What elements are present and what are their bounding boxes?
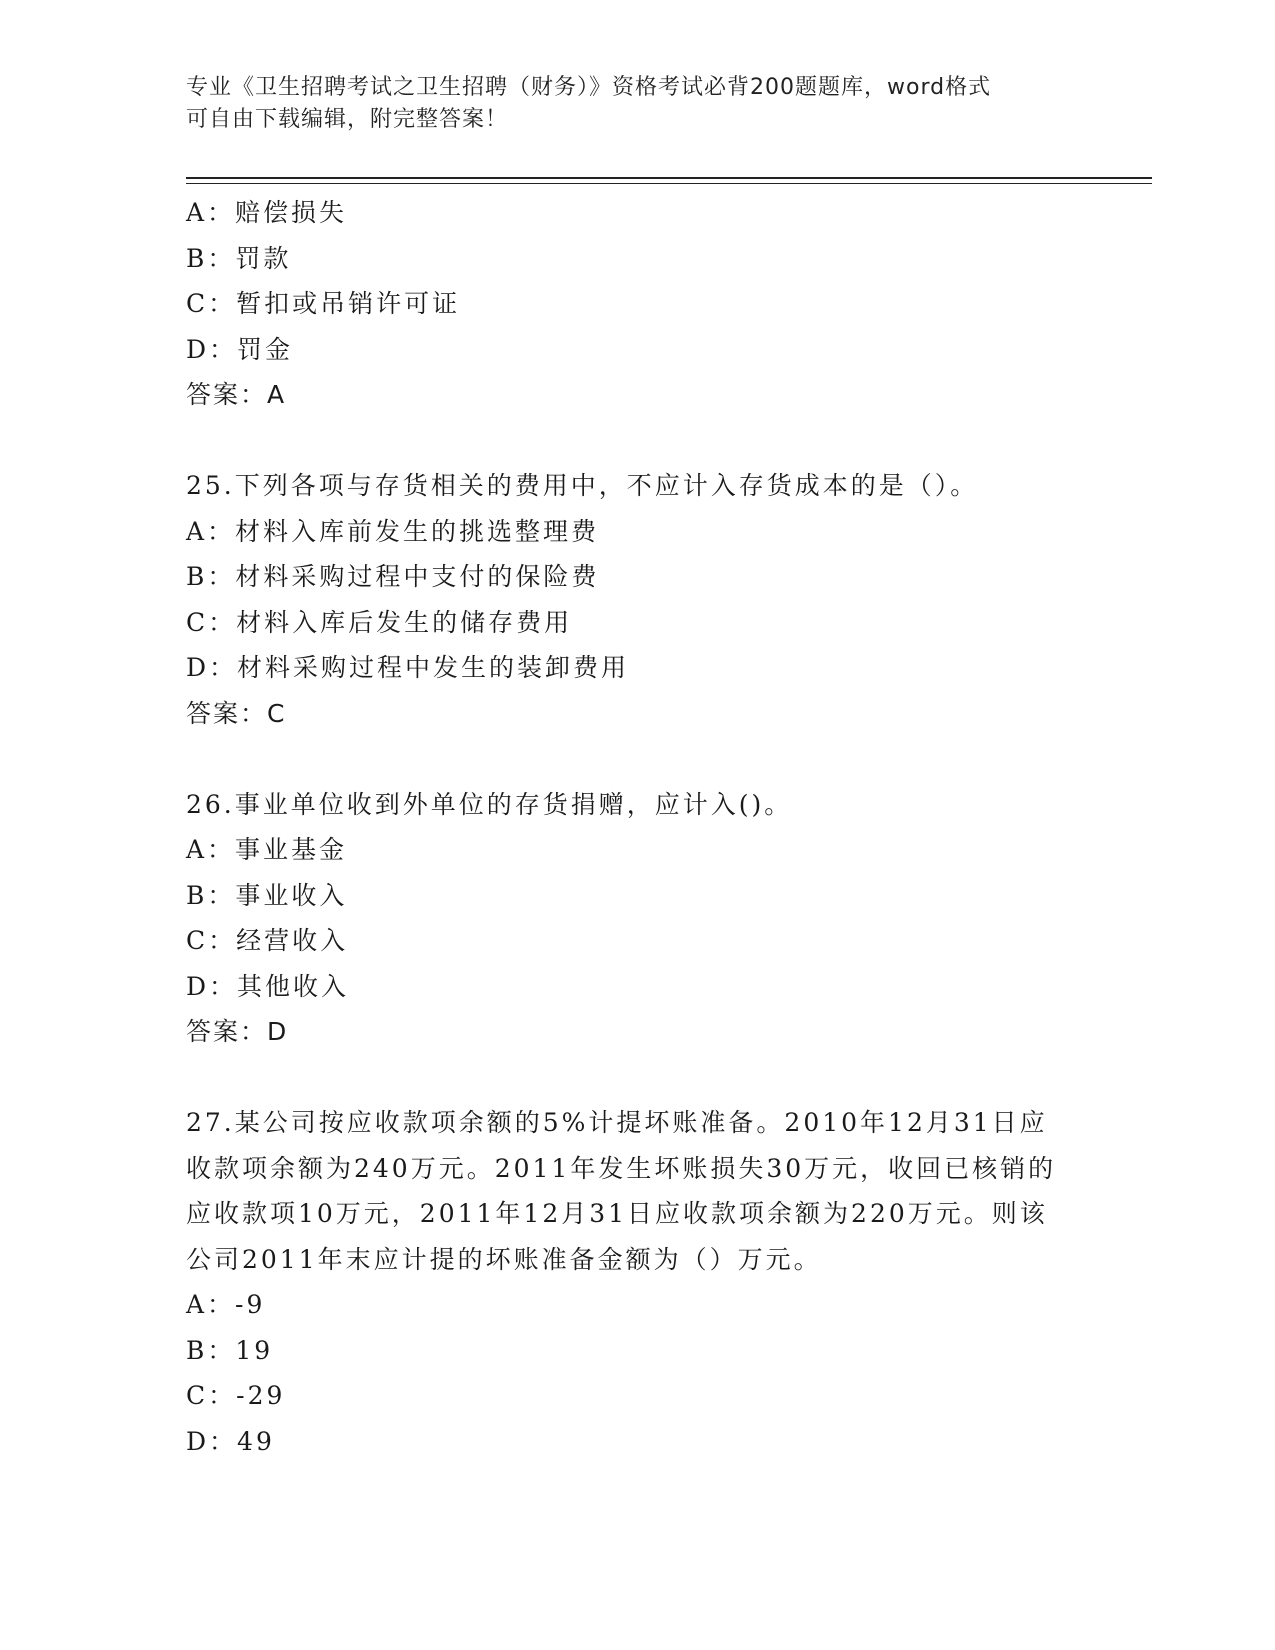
option-b: B：事业收入 xyxy=(186,880,348,910)
option-b: B：罚款 xyxy=(186,243,292,273)
question-25 xyxy=(186,463,1086,736)
option-d: D：49 xyxy=(186,1426,275,1456)
question-text: 26.事业单位收到外单位的存货捐赠，应计入()。 xyxy=(186,789,793,819)
option-d: D：罚金 xyxy=(186,334,294,364)
question-text-line-3: 应收款项10万元，2011年12月31日应收款项余额为220万元。则该 xyxy=(186,1199,1048,1228)
option-c: C：暂扣或吊销许可证 xyxy=(186,289,461,318)
option-b: B：材料采购过程中支付的保险费 xyxy=(186,562,600,591)
answer-line: 答案：C xyxy=(186,698,287,728)
option-a: A：材料入库前发生的挑选整理费 xyxy=(186,516,600,546)
answer-line: 答案：A xyxy=(186,380,287,409)
option-c: C：材料入库后发生的储存费用 xyxy=(186,607,573,637)
answer-line: 答案：D xyxy=(186,1017,289,1046)
question-26 xyxy=(186,782,1086,1055)
option-a: A：事业基金 xyxy=(186,835,348,864)
header-rule-thin xyxy=(186,183,1152,184)
spacer xyxy=(186,736,1086,782)
header-rule-thick xyxy=(186,177,1152,179)
option-c: C：-29 xyxy=(186,1381,286,1410)
question-24 xyxy=(186,190,1086,418)
header-title-line-1: 专业《卫生招聘考试之卫生招聘（财务）》资格考试必背200题题库，word格式 xyxy=(186,75,992,100)
question-list xyxy=(186,190,1086,1464)
question-text-line-4: 公司2011年末应计提的坏账准备金额为（）万元。 xyxy=(186,1244,822,1274)
question-text-line-2: 收款项余额为240万元。2011年发生坏账损失30万元，收回已核销的 xyxy=(186,1153,1057,1183)
option-a: A：赔偿损失 xyxy=(186,198,348,227)
option-a: A：-9 xyxy=(186,1290,266,1319)
header-title-line-2: 可自由下载编辑，附完整答案！ xyxy=(186,107,509,132)
option-d: D：其他收入 xyxy=(186,971,350,1001)
spacer xyxy=(186,418,1086,464)
option-c: C：经营收入 xyxy=(186,926,349,955)
option-b: B：19 xyxy=(186,1335,274,1365)
spacer xyxy=(186,1055,1086,1101)
question-27 xyxy=(186,1100,1086,1464)
document-header xyxy=(186,72,1086,136)
question-text-line-1: 27.某公司按应收款项余额的5%计提坏账准备。2010年12月31日应 xyxy=(186,1108,1048,1137)
question-text: 25.下列各项与存货相关的费用中，不应计入存货成本的是（）。 xyxy=(186,471,979,500)
option-d: D：材料采购过程中发生的装卸费用 xyxy=(186,653,630,682)
